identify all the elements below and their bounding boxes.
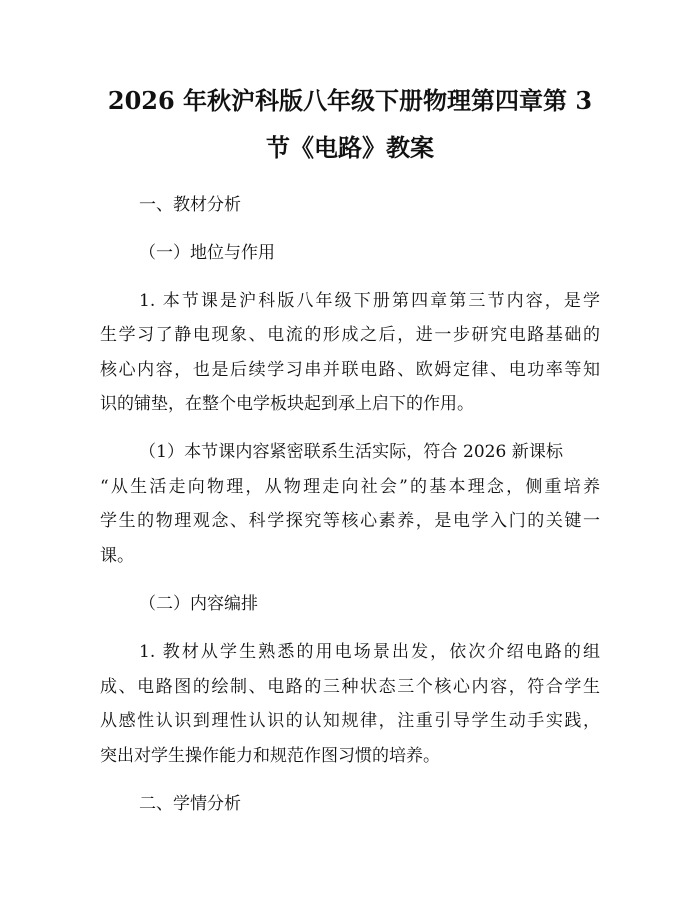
paragraph-2-line-4: 课。 [100,546,134,566]
document-title-line-2: 节《电路》教案 [266,133,434,162]
section-heading-textbook-analysis: 一、教材分析 [139,195,241,215]
paragraph-3-line-2: 成、电路图的绘制、电路的三种状态三个核心内容，符合学生 [100,677,600,697]
subsection-heading-position-role: （一）地位与作用 [139,243,275,263]
document-title-line-1: 2026 年秋沪科版八年级下册物理第四章第 3 [107,86,593,115]
paragraph-3-line-3: 从感性认识到理性认识的认知规律，注重引导学生动手实践， [100,711,600,731]
paragraph-1-line-2: 生学习了静电现象、电流的形成之后，进一步研究电路基础的 [100,325,600,345]
paragraph-3-line-1: 1. 教材从学生熟悉的用电场景出发，依次介绍电路的组 [139,642,600,662]
paragraph-2-line-2: “从生活走向物理，从物理走向社会”的基本理念，侧重培养 [100,477,600,497]
paragraph-2-line-1: （1）本节课内容紧密联系生活实际，符合 2026 新课标 [139,442,563,462]
paragraph-1-line-1: 1. 本节课是沪科版八年级下册第四章第三节内容，是学 [139,291,600,311]
paragraph-3-line-4: 突出对学生操作能力和规范作图习惯的培养。 [100,746,440,766]
paragraph-2-line-3: 学生的物理观念、科学探究等核心素养，是电学入门的关键一 [100,511,600,531]
paragraph-1-line-4: 识的铺垫，在整个电学板块起到承上启下的作用。 [100,394,474,414]
section-heading-learner-analysis: 二、学情分析 [139,794,241,814]
paragraph-1-line-3: 核心内容，也是后续学习串并联电路、欧姆定律、电功率等知 [100,360,600,380]
subsection-heading-content-arrangement: （二）内容编排 [139,594,258,614]
